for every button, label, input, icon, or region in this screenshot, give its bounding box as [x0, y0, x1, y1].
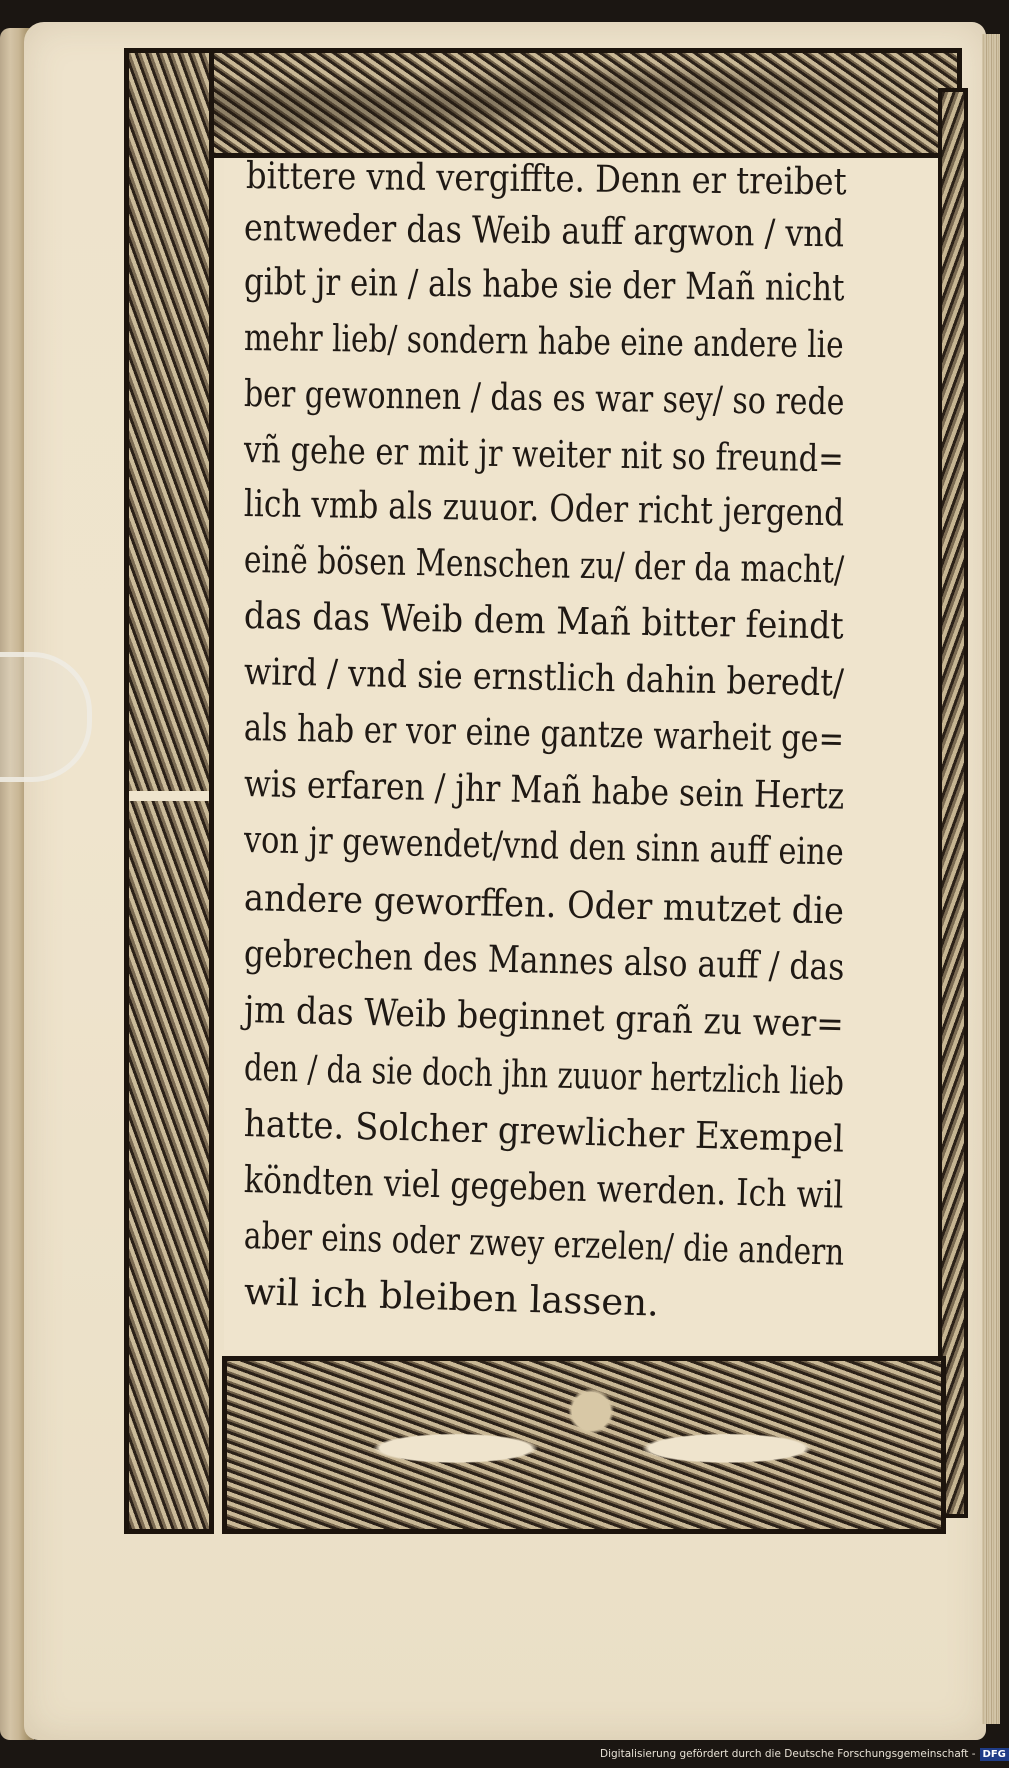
text-line: vñ gehe er mit jr weiter nit so freund=	[243, 428, 845, 481]
text-line: von jr gewendet/vnd den sinn auff eine	[243, 818, 845, 874]
text-line: wis erfaren / jhr Mañ habe sein Hertz	[243, 762, 845, 818]
woodcut-border-top	[124, 48, 962, 158]
text-line: mehr lieb/ sondern habe eine andere lie	[243, 316, 844, 367]
woodcut-border-left	[124, 48, 214, 1534]
digitization-credit	[600, 1744, 1006, 1764]
text-line: einẽ bösen Menschen zu/ der da macht/	[243, 538, 845, 592]
credit-text: Digitalisierung gefördert durch die Deutsche Forschungsgemeinschaft -	[600, 1748, 976, 1760]
page-edges	[982, 34, 1000, 1724]
text-line: andere geworffen. Oder mutzet die	[243, 876, 845, 933]
text-line: aber eins oder zwey erzelen/ die andern	[243, 1214, 845, 1274]
border-gap	[129, 791, 209, 801]
text-line: als hab er vor eine gantze warheit ge=	[243, 706, 845, 761]
woodcut-border-bottom-putto	[222, 1356, 946, 1534]
text-line: gibt jr ein / als habe sie der Mañ nicht	[243, 260, 845, 310]
text-line: hatte. Solcher grewlicher Exempel	[243, 1102, 845, 1161]
text-line: lich vmb als zuuor. Oder richt jergend	[243, 482, 845, 535]
text-line: ber gewonnen / das es war sey/ so rede	[243, 372, 845, 424]
text-line: köndten viel gegeben werden. Ich wil	[243, 1158, 845, 1217]
text-line: den / da sie doch jhn zuuor hertzlich lieb	[243, 1046, 845, 1104]
text-line: wil ich bleiben lassen.	[243, 1270, 660, 1325]
text-line: gebrechen des Mannes also auff / das	[243, 932, 845, 989]
text-line: bittere vnd vergiffte. Denn er treibet	[245, 154, 847, 204]
text-line: wird / vnd sie ernstlich dahin beredt/	[243, 650, 845, 705]
woodcut-border-right	[938, 88, 968, 1518]
text-line: entweder das Weib auff argwon / vnd	[243, 206, 845, 256]
text-line: jm das Weib beginnet grañ zu wer=	[243, 988, 845, 1046]
text-line: das das Weib dem Mañ bitter feindt	[243, 594, 844, 648]
dfg-logo-icon: DFG	[980, 1748, 1009, 1761]
